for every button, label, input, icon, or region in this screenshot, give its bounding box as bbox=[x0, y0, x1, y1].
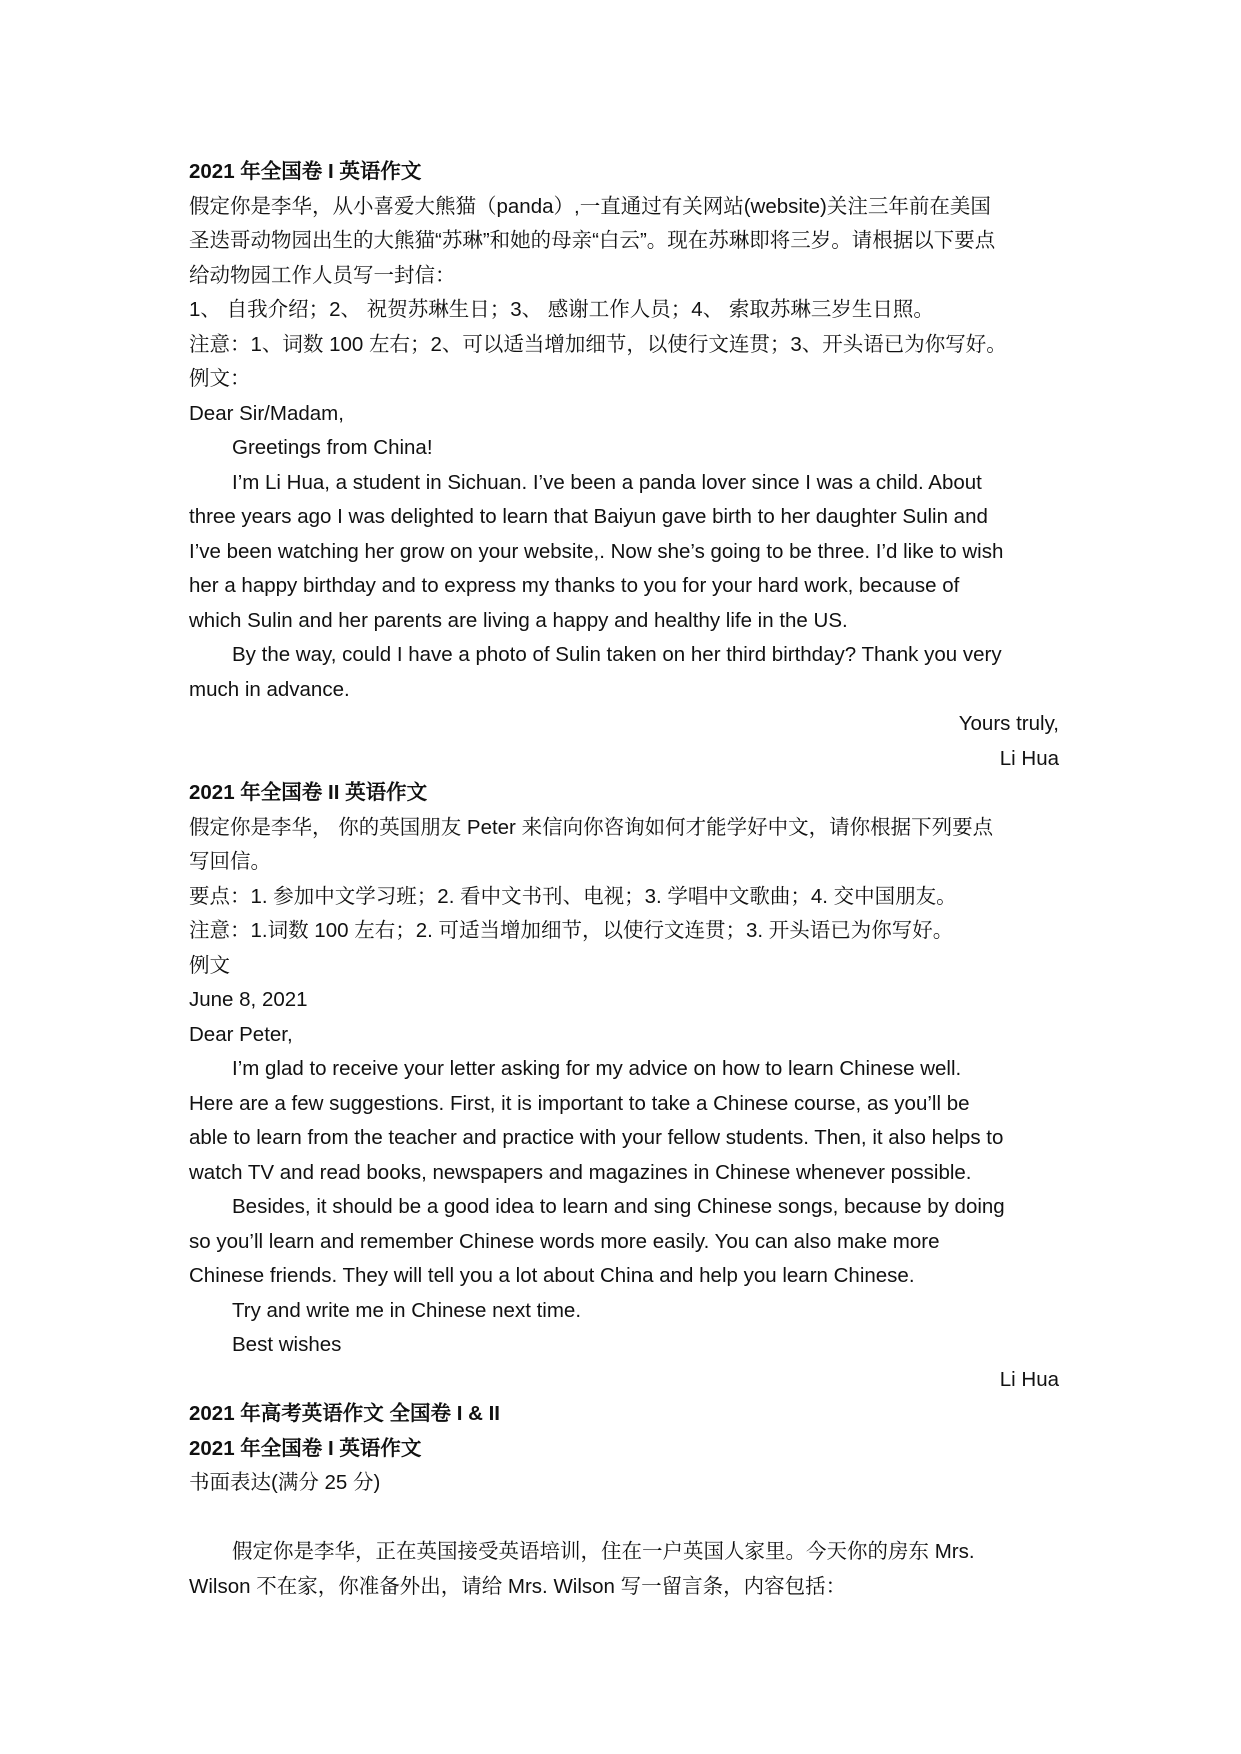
section1-body2-line: much in advance. bbox=[189, 677, 350, 701]
section2-prompt-line: 写回信。 bbox=[189, 850, 271, 873]
section3-score: 书面表达(满分 25 分) bbox=[189, 1471, 381, 1494]
section1-example-label: 例文： bbox=[189, 367, 251, 390]
section1-prompt-line: 给动物园工作人员写一封信： bbox=[189, 263, 456, 287]
section3-subtitle: 2021 年全国卷 I 英语作文 bbox=[189, 1436, 422, 1460]
section2-body-line: watch TV and read books, newspapers and magazines in Chinese whenever possible. bbox=[189, 1160, 972, 1184]
section2-salutation: Dear Peter, bbox=[189, 1022, 293, 1046]
section1-greeting: Greetings from China! bbox=[232, 436, 433, 459]
section1-prompt-line: 圣迭哥动物园出生的大熊猫“苏琳”和她的母亲“白云”。现在苏琳即将三岁。请根据以下要点 bbox=[189, 229, 996, 252]
section1-closing: Yours truly, bbox=[958, 712, 1059, 735]
document-page bbox=[189, 155, 1059, 1604]
section1-body-line: I’ve been watching her grow on your website,. Now she’s going to be three. I’d like to wish bbox=[189, 539, 1004, 563]
section2-body2-line: Chinese friends. They will tell you a lot about China and help you learn Chinese. bbox=[189, 1264, 915, 1287]
section2-body-line: I’m glad to receive your letter asking for my advice on how to learn Chinese well. bbox=[232, 1057, 962, 1080]
section1-title: 2021 年全国卷 I 英语作文 bbox=[189, 160, 422, 183]
section3-title: 2021 年高考英语作文 全国卷 I & II bbox=[189, 1402, 500, 1425]
section2-notes: 注意：1.词数 100 左右；2. 可适当增加细节，以使行文连贯；3. 开头语已为你写好。 bbox=[189, 919, 954, 942]
section1-body-line: her a happy birthday and to express my thanks to you for your hard work, because of bbox=[189, 574, 960, 597]
section1-body-line: I’m Li Hua, a student in Sichuan. I’ve been a panda lover since I was a child. About bbox=[232, 470, 982, 494]
section3-prompt-line: Wilson 不在家，你准备外出，请给 Mrs. Wilson 写一留言条，内容包括： bbox=[189, 1574, 847, 1598]
section2-body-line: able to learn from the teacher and practice with your fellow students. Then, it also helps to bbox=[189, 1126, 1004, 1149]
section2-date: June 8, 2021 bbox=[189, 988, 308, 1011]
section1-notes: 注意：1、词数 100 左右；2、可以适当增加细节，以使行文连贯；3、开头语已为你写好。 bbox=[189, 332, 1007, 356]
section1-points: 1、 自我介绍；2、 祝贺苏琳生日；3、 感谢工作人员；4、 索取苏琳三岁生日照。 bbox=[189, 298, 934, 321]
section1-salutation: Dear Sir/Madam, bbox=[189, 401, 344, 425]
section1-body2-line: By the way, could I have a photo of Sulin taken on her third birthday? Thank you very bbox=[232, 643, 1002, 666]
section2-example-label: 例文 bbox=[189, 953, 230, 977]
section2-title: 2021 年全国卷 II 英语作文 bbox=[189, 781, 428, 804]
section1-body-line: three years ago I was delighted to learn that Baiyun gave birth to her daughter Sulin and bbox=[189, 505, 988, 528]
section2-signature: Li Hua bbox=[999, 1367, 1059, 1391]
section1-body-line: which Sulin and her parents are living a happy and healthy life in the US. bbox=[189, 608, 848, 632]
section2-points: 要点：1. 参加中文学习班；2. 看中文书刊、电视；3. 学唱中文歌曲；4. 交中国朋友。 bbox=[189, 884, 957, 908]
section3-prompt-line: 假定你是李华，正在英国接受英语培训，住在一户英国人家里。今天你的房东 Mrs. bbox=[232, 1540, 975, 1563]
blank-line bbox=[189, 1501, 1059, 1536]
section2-prompt-line: 假定你是李华， 你的英国朋友 Peter 来信向你咨询如何才能学好中文，请你根据下列要点 bbox=[189, 815, 994, 839]
section2-body3: Try and write me in Chinese next time. bbox=[232, 1298, 582, 1322]
section1-prompt-line: 假定你是李华，从小喜爱大熊猫（panda）,一直通过有关网站(website)关注三年前在美国 bbox=[189, 194, 991, 218]
section2-closing: Best wishes bbox=[232, 1333, 342, 1356]
section2-body-line: Here are a few suggestions. First, it is important to take a Chinese course, as you’ll be bbox=[189, 1091, 970, 1115]
section2-body2-line: so you’ll learn and remember Chinese words more easily. You can also make more bbox=[189, 1229, 940, 1253]
section2-body2-line: Besides, it should be a good idea to learn and sing Chinese songs, because by doing bbox=[232, 1195, 1005, 1218]
section1-signature: Li Hua bbox=[999, 746, 1059, 770]
